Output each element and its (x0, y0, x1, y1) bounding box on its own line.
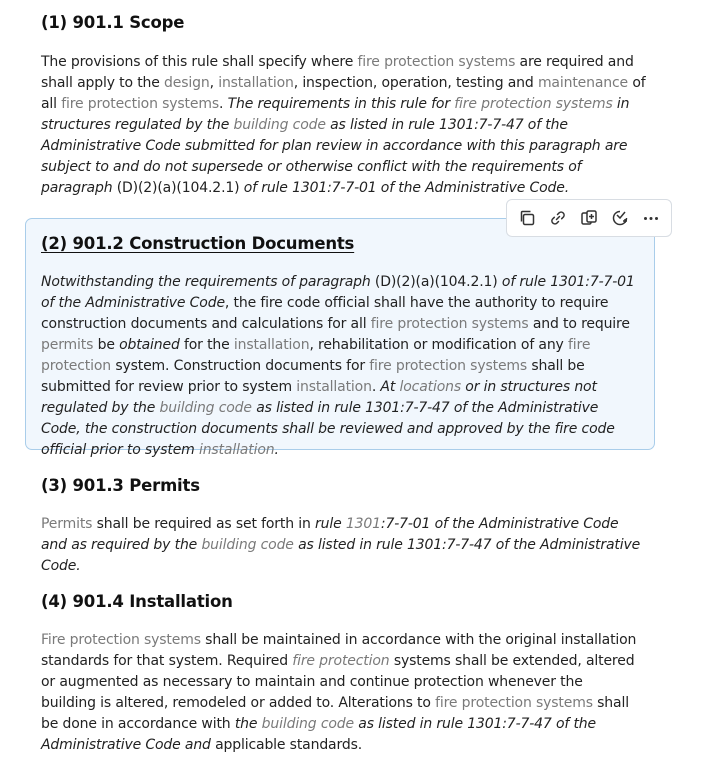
defined-term-link[interactable]: fire protection (292, 653, 390, 669)
body-text: are required and shall apply to the (41, 54, 634, 91)
italic-text: as listed in rule 1301:7-7-47 of the Administrative Code submitted for plan review in accordance with this paragraph are subject to and do not supersede or otherwise conflict with the requirements of paragraph (41, 117, 628, 196)
body-text: shall be done in accordance with (41, 695, 629, 732)
defined-term-link[interactable]: maintenance (537, 75, 629, 91)
defined-term-link[interactable]: installation (218, 75, 294, 91)
body-text: shall be required as set forth in (92, 516, 316, 532)
body-text: systems shall be extended, altered or augmented as necessary to maintain and continue protection whenever the building is altered, remodeled or added to. Alterations to (41, 653, 635, 711)
italic-text: . (274, 442, 279, 458)
body-text: The provisions of this rule shall specify where (41, 54, 358, 70)
body-text: , (209, 75, 219, 91)
italic-text: rule (315, 516, 346, 532)
italic-text: :7-7-01 of the Administrative Code and as required by the (41, 516, 619, 553)
defined-term-link[interactable]: fire protection systems (435, 695, 593, 711)
italic-text: of rule 1301:7-7-01 of the Administrative Code. (239, 180, 570, 196)
defined-term-link[interactable]: installation (198, 442, 275, 458)
italic-text: in structures regulated by the (41, 96, 630, 133)
body-text: . (218, 96, 228, 112)
italic-text: obtained (119, 337, 180, 353)
section-toolbar (506, 199, 672, 237)
section-body (41, 272, 641, 461)
add-note-button[interactable] (576, 205, 602, 231)
body-text: applicable standards. (210, 737, 363, 753)
italic-text: The requirements in this rule for (227, 96, 455, 112)
italic-text: as listed in rule 1301:7-7-47 of the Administrative Code and (41, 716, 596, 753)
body-text: for the (179, 337, 234, 353)
defined-term-link[interactable]: building code (201, 537, 294, 553)
defined-term-link[interactable]: building code (159, 400, 252, 416)
copy-icon (517, 208, 537, 228)
more-icon (641, 208, 661, 228)
defined-term-link[interactable]: Permits (41, 516, 93, 532)
defined-term-link[interactable]: fire protection (41, 337, 591, 374)
copy-button[interactable] (514, 205, 540, 231)
defined-term-link[interactable]: installation (296, 379, 372, 395)
defined-term-link[interactable]: fire protection systems (370, 316, 529, 332)
defined-term-link[interactable]: fire protection systems (61, 96, 219, 112)
body-text: shall be submitted for review prior to system (41, 358, 585, 395)
defined-term-link[interactable]: installation (233, 337, 310, 353)
section-body (41, 514, 641, 577)
defined-term-link[interactable]: locations (399, 379, 461, 395)
italic-text: Notwithstanding the requirements of paragraph (41, 274, 375, 290)
defined-term-link[interactable]: permits (41, 337, 94, 353)
section-body (41, 52, 651, 199)
section-901-1 (41, 12, 661, 196)
section-heading: (1) 901.1 Scope (41, 13, 185, 32)
italic-text: or in structures not regulated by the (41, 379, 597, 416)
section-heading: (4) 901.4 Installation (41, 592, 233, 611)
italic-text: as listed in rule 1301:7-7-47 of the Administrative Code. (41, 537, 641, 574)
body-text: shall be maintained in accordance with the original installation standards for that system. Required (41, 632, 637, 669)
body-text: (D)(2)(a)(104.2.1) (116, 180, 240, 196)
body-text: system. Construction documents for (111, 358, 370, 374)
body-text: of all (41, 75, 646, 112)
section-body (41, 630, 641, 756)
defined-term-link[interactable]: fire protection systems (357, 54, 516, 70)
copy-link-button[interactable] (545, 205, 571, 231)
defined-term-link[interactable]: building code (233, 117, 326, 133)
more-button[interactable] (638, 205, 664, 231)
defined-term-link[interactable]: fire protection systems (369, 358, 528, 374)
defined-term-link[interactable]: building code (261, 716, 354, 732)
italic-text: of rule 1301:7-7-01 of the Administrative Code (41, 274, 635, 311)
defined-term-link[interactable]: Fire protection systems (41, 632, 201, 648)
section-heading: (2) 901.2 Construction Documents (41, 234, 355, 253)
bookmark-button[interactable] (607, 205, 633, 231)
body-text: be (93, 337, 120, 353)
body-text: , the fire code official shall have the authority to require construction documents and calculations for all (41, 295, 609, 332)
body-text: and to require (528, 316, 630, 332)
body-text: (D)(2)(a)(104.2.1) (374, 274, 498, 290)
body-text: . (371, 379, 381, 395)
body-text: , rehabilitation or modification of any (309, 337, 568, 353)
italic-text: At (380, 379, 400, 395)
italic-text: the (234, 716, 262, 732)
defined-term-link[interactable]: 1301 (345, 516, 381, 532)
italic-text: as listed in rule 1301:7-7-47 of the Administrative Code, the construction documents shall be reviewed and approved by the fire code official prior to system (41, 400, 615, 458)
section-901-4 (41, 591, 661, 753)
section-901-3 (41, 475, 661, 574)
bookmark-icon (610, 208, 630, 228)
defined-term-link[interactable]: design (164, 75, 210, 91)
link-icon (548, 208, 568, 228)
section-heading: (3) 901.3 Permits (41, 476, 200, 495)
add-note-icon (579, 208, 599, 228)
defined-term-link[interactable]: fire protection systems (454, 96, 613, 112)
body-text: , inspection, operation, testing and (293, 75, 538, 91)
